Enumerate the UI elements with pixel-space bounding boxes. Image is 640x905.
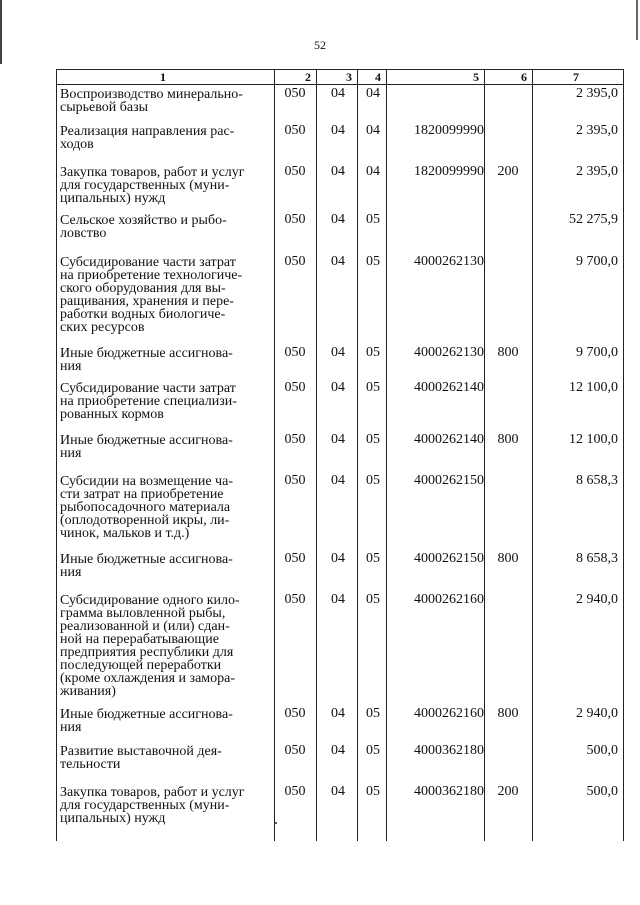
row-name: Сельское хозяйство и рыбо- ловство <box>60 213 227 241</box>
row-section-code: 04 <box>331 706 345 721</box>
row-amount: 2 395,0 <box>576 164 618 179</box>
row-name: Закупка товаров, работ и услуг для государственных (муни- ципальных) нужд <box>60 165 245 206</box>
header-col-4: 4 <box>375 70 381 84</box>
row-name: Субсидирование части затрат на приобретение специализи- рованных кормов <box>60 381 237 422</box>
row-subsection-code: 04 <box>366 86 380 101</box>
column-divider <box>484 69 485 841</box>
column-divider <box>532 69 533 841</box>
row-name: Иные бюджетные ассигнова- ния <box>60 707 233 735</box>
header-bottom-border <box>56 84 624 85</box>
row-amount: 12 100,0 <box>569 380 618 395</box>
table-top-border <box>56 69 624 70</box>
row-ved-code: 050 <box>284 123 306 138</box>
row-name: Субсидирование одного кило- грамма выловленной рыбы, реализованной и (или) сдан- ной на перерабатывающие предприятия республики для последующей переработки (кроме охлаждения и замора- живания) <box>60 593 240 699</box>
row-target-article: 4000262160 <box>414 706 484 721</box>
column-divider <box>357 69 358 841</box>
row-section-code: 04 <box>331 212 345 227</box>
row-target-article: 4000262160 <box>414 592 484 607</box>
column-divider <box>56 69 57 841</box>
row-ved-code: 050 <box>284 164 306 179</box>
row-ved-code: 050 <box>284 551 306 566</box>
row-amount: 2 940,0 <box>576 592 618 607</box>
row-target-article: 4000262130 <box>414 345 484 360</box>
row-section-code: 04 <box>331 551 345 566</box>
row-target-article: 4000362180 <box>414 784 484 799</box>
row-name: Воспроизводство минерально- сырьевой базы <box>60 87 243 115</box>
header-col-7: 7 <box>573 70 579 84</box>
row-target-article: 1820099990 <box>414 164 484 179</box>
scan-speck <box>275 822 277 824</box>
row-subsection-code: 05 <box>366 551 380 566</box>
row-expense-type: 200 <box>497 784 519 799</box>
row-target-article: 4000362180 <box>414 743 484 758</box>
row-section-code: 04 <box>331 473 345 488</box>
row-name: Иные бюджетные ассигнова- ния <box>60 552 233 580</box>
row-ved-code: 050 <box>284 784 306 799</box>
row-subsection-code: 05 <box>366 212 380 227</box>
row-subsection-code: 05 <box>366 473 380 488</box>
row-amount: 2 940,0 <box>576 706 618 721</box>
row-name: Субсидирование части затрат на приобретение технологиче- ского оборудования для вы- ращивания, хранения и пере- работки водных биологиче- ских ресурсов <box>60 255 243 335</box>
row-target-article: 1820099990 <box>414 123 484 138</box>
row-expense-type: 800 <box>497 706 519 721</box>
column-divider <box>274 69 275 841</box>
row-subsection-code: 05 <box>366 743 380 758</box>
row-subsection-code: 05 <box>366 345 380 360</box>
row-ved-code: 050 <box>284 473 306 488</box>
row-amount: 12 100,0 <box>569 432 618 447</box>
row-section-code: 04 <box>331 743 345 758</box>
row-target-article: 4000262150 <box>414 551 484 566</box>
row-section-code: 04 <box>331 86 345 101</box>
row-subsection-code: 05 <box>366 706 380 721</box>
row-name: Реализация направления рас- ходов <box>60 124 235 152</box>
row-subsection-code: 04 <box>366 123 380 138</box>
header-col-5: 5 <box>473 70 479 84</box>
row-amount: 52 275,9 <box>569 212 618 227</box>
row-target-article: 4000262140 <box>414 432 484 447</box>
row-ved-code: 050 <box>284 592 306 607</box>
row-expense-type: 800 <box>497 432 519 447</box>
row-expense-type: 200 <box>497 164 519 179</box>
row-name: Иные бюджетные ассигнова- ния <box>60 433 233 461</box>
row-name: Иные бюджетные ассигнова- ния <box>60 346 233 374</box>
row-amount: 8 658,3 <box>576 551 618 566</box>
row-section-code: 04 <box>331 592 345 607</box>
header-col-6: 6 <box>521 70 527 84</box>
column-divider <box>316 69 317 841</box>
row-ved-code: 050 <box>284 706 306 721</box>
row-section-code: 04 <box>331 254 345 269</box>
header-col-1: 1 <box>160 70 166 84</box>
row-subsection-code: 05 <box>366 592 380 607</box>
row-section-code: 04 <box>331 380 345 395</box>
row-target-article: 4000262130 <box>414 254 484 269</box>
row-ved-code: 050 <box>284 86 306 101</box>
column-divider <box>623 69 624 841</box>
row-name: Закупка товаров, работ и услуг для государственных (муни- ципальных) нужд <box>60 785 245 826</box>
row-section-code: 04 <box>331 345 345 360</box>
row-ved-code: 050 <box>284 254 306 269</box>
row-amount: 2 395,0 <box>576 123 618 138</box>
row-ved-code: 050 <box>284 345 306 360</box>
row-amount: 500,0 <box>586 743 618 758</box>
row-amount: 9 700,0 <box>576 254 618 269</box>
row-subsection-code: 05 <box>366 432 380 447</box>
row-subsection-code: 05 <box>366 784 380 799</box>
row-expense-type: 800 <box>497 551 519 566</box>
row-section-code: 04 <box>331 164 345 179</box>
row-name: Развитие выставочной дея- тельности <box>60 744 222 772</box>
row-ved-code: 050 <box>284 432 306 447</box>
row-amount: 9 700,0 <box>576 345 618 360</box>
column-divider <box>386 69 387 841</box>
header-col-3: 3 <box>346 70 352 84</box>
row-target-article: 4000262140 <box>414 380 484 395</box>
header-col-2: 2 <box>305 70 311 84</box>
row-section-code: 04 <box>331 123 345 138</box>
row-name: Субсидии на возмещение ча- сти затрат на приобретение рыбопосадочного материала (оплодотворенной икры, ли- чинок, мальков и т.д.) <box>60 474 233 541</box>
row-ved-code: 050 <box>284 743 306 758</box>
row-expense-type: 800 <box>497 345 519 360</box>
row-subsection-code: 04 <box>366 164 380 179</box>
row-subsection-code: 05 <box>366 380 380 395</box>
row-target-article: 4000262150 <box>414 473 484 488</box>
row-ved-code: 050 <box>284 380 306 395</box>
row-subsection-code: 05 <box>366 254 380 269</box>
page-number: 52 <box>314 38 326 52</box>
row-ved-code: 050 <box>284 212 306 227</box>
row-section-code: 04 <box>331 784 345 799</box>
row-amount: 2 395,0 <box>576 86 618 101</box>
row-amount: 500,0 <box>586 784 618 799</box>
row-section-code: 04 <box>331 432 345 447</box>
row-amount: 8 658,3 <box>576 473 618 488</box>
